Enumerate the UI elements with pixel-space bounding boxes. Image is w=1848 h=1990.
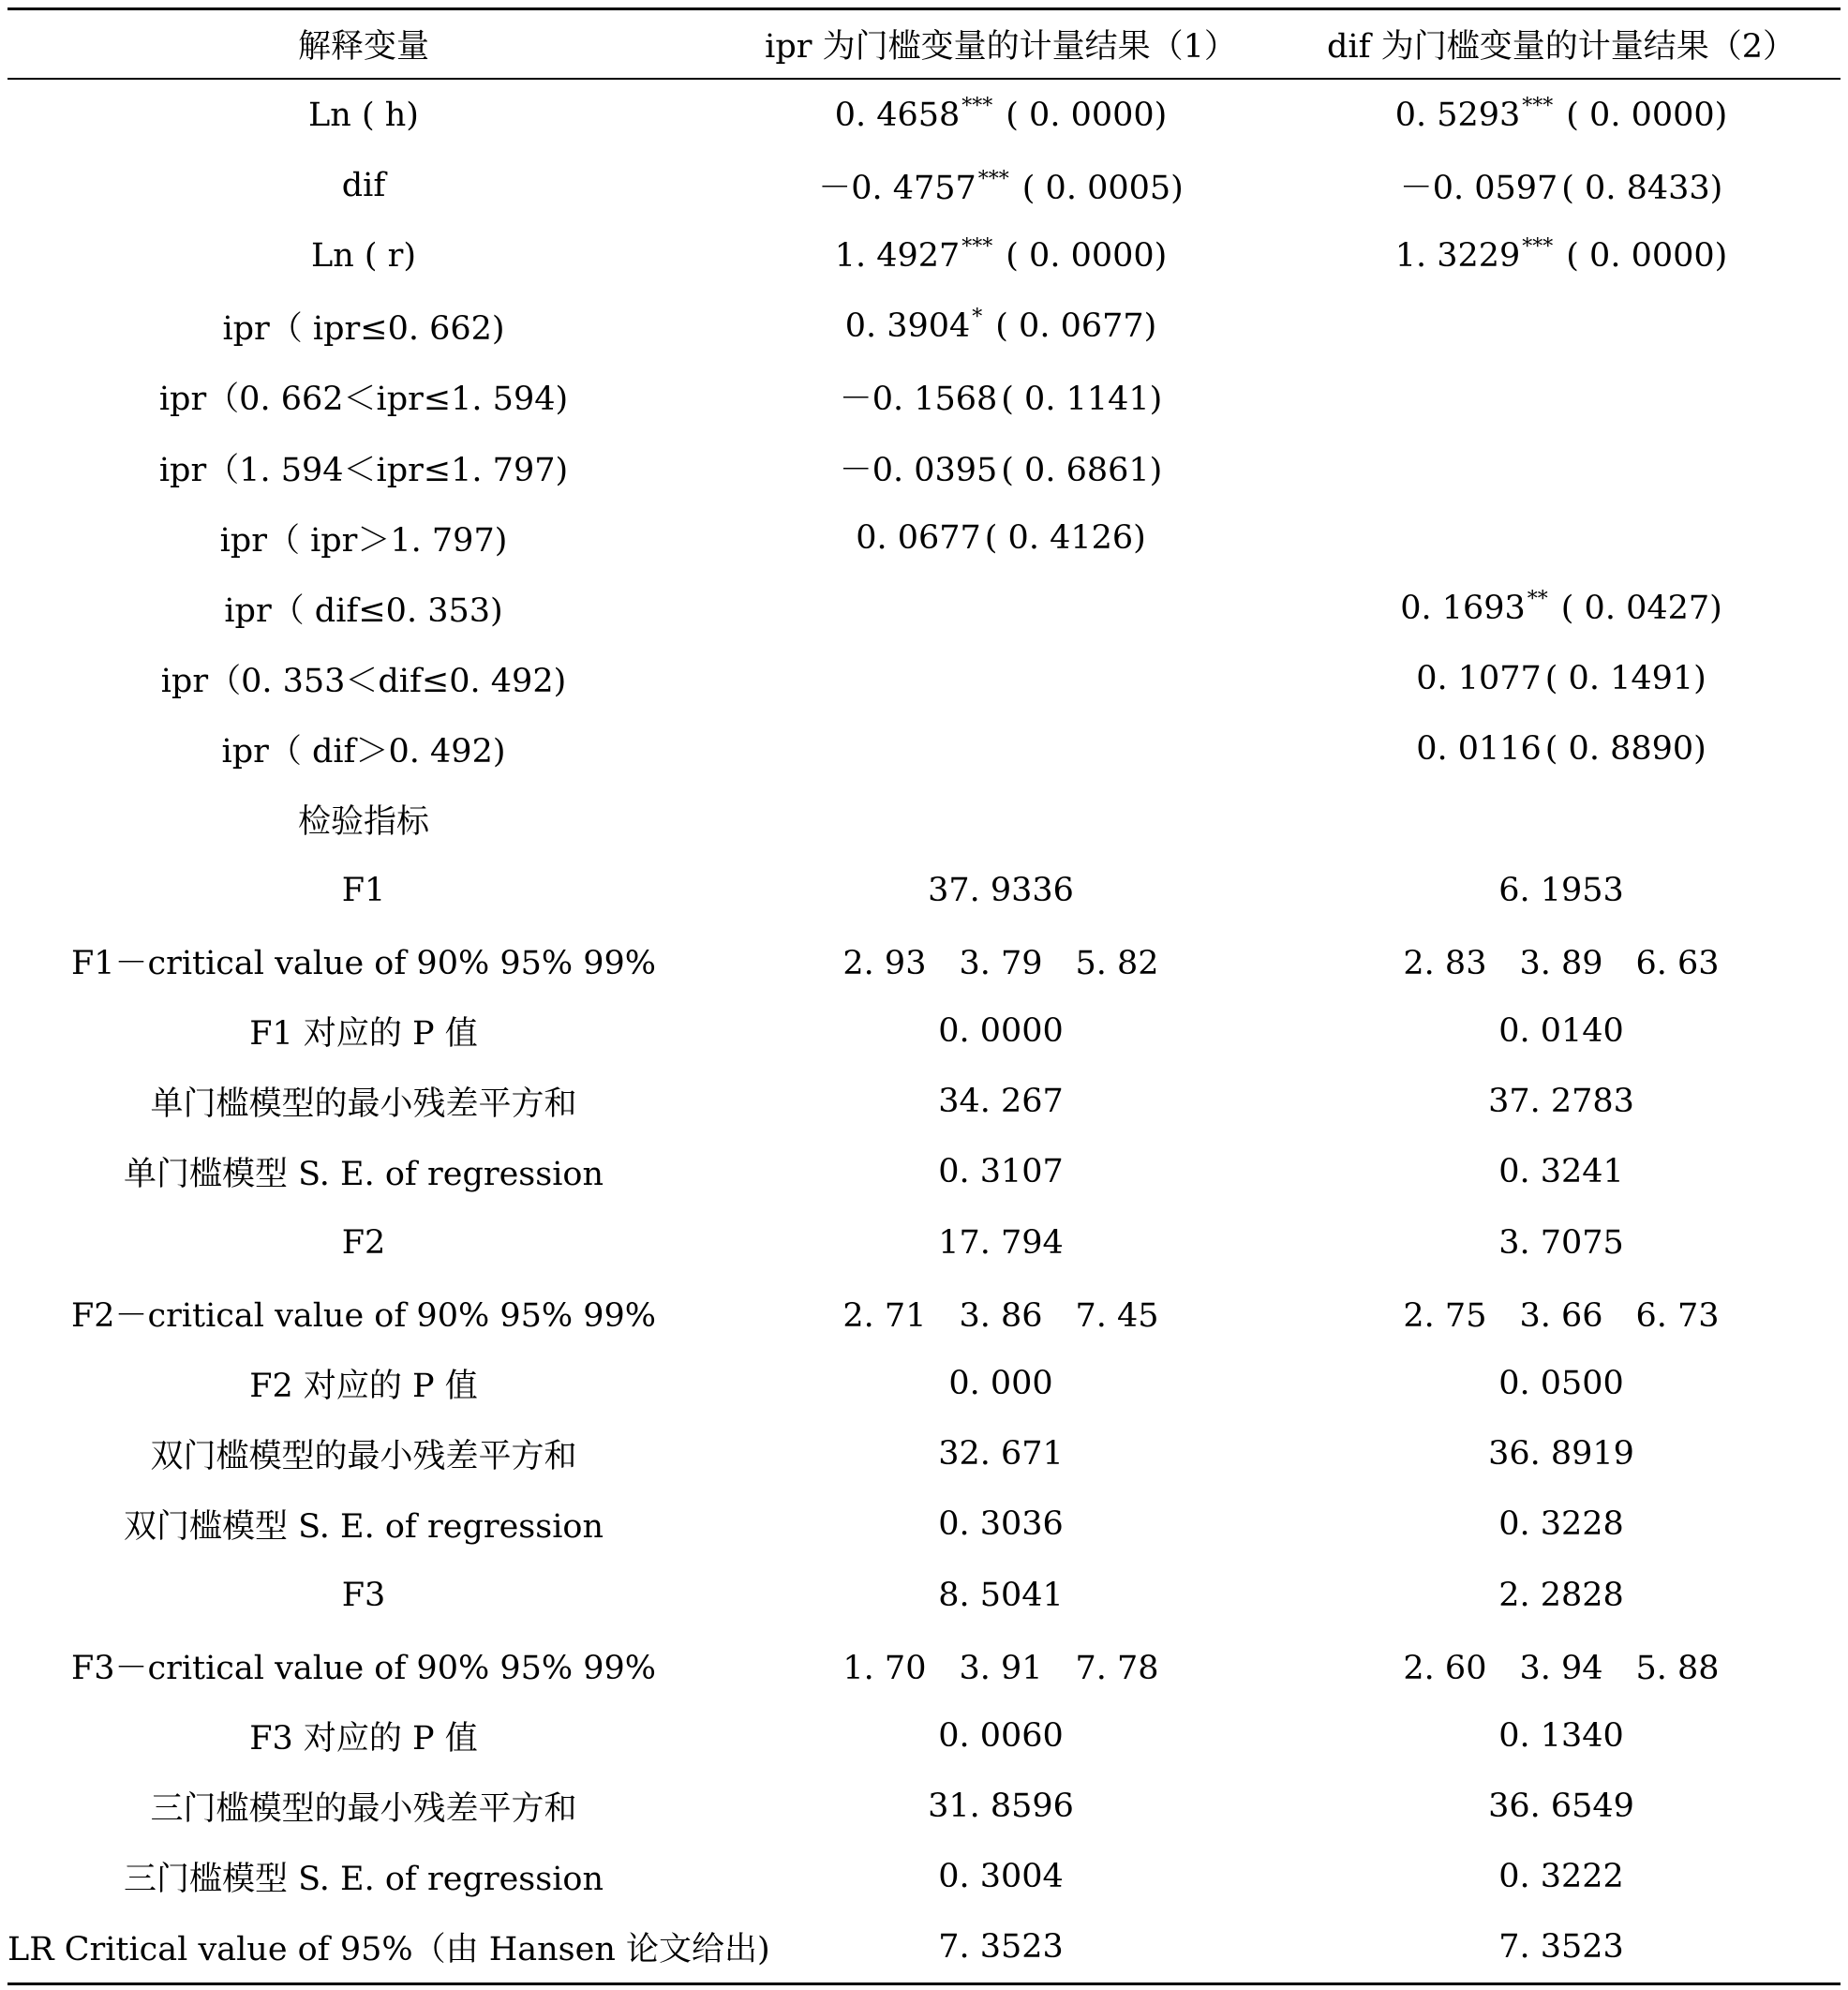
ipr-result-cell (720, 162, 1282, 209)
dif-result-cell (1282, 587, 1841, 627)
row-label: 三门槛模型 S. E. of regression (123, 1861, 604, 1899)
coefficient-value: 2. 83 3. 89 6. 63 (1403, 944, 1720, 982)
coefficient-value: －0. 0395 (839, 451, 998, 489)
table-row (7, 714, 1841, 785)
table-header-row (7, 10, 1841, 78)
table-row (7, 995, 1841, 1066)
significance-stars: ** (1527, 587, 1548, 611)
p-value: ( 0. 1141) (1001, 381, 1163, 419)
table-row (7, 1348, 1841, 1418)
dif-result-cell (1282, 1153, 1841, 1190)
ipr-result-cell (720, 1224, 1282, 1262)
coefficient-value: 0. 0140 (1498, 1012, 1624, 1051)
dif-result-cell (1282, 162, 1841, 209)
coefficient-value: 0. 0000 (938, 1012, 1064, 1051)
ipr-result-cell (720, 1788, 1282, 1825)
coefficient-value: 2. 75 3. 66 6. 73 (1403, 1296, 1720, 1335)
table-row (7, 1700, 1841, 1771)
significance-stars: * (972, 306, 983, 330)
table-body (7, 80, 1841, 1983)
row-label: F3 对应的 P 值 (249, 1719, 478, 1758)
coefficient-value: 36. 8919 (1488, 1435, 1634, 1474)
row-label: F2－critical value of 90% 95% 99% (70, 1296, 657, 1335)
ipr-result-cell (720, 1365, 1282, 1402)
ipr-result-cell (720, 1858, 1282, 1895)
coefficient-value: 37. 2783 (1488, 1083, 1634, 1121)
dif-result-cell (1282, 94, 1841, 134)
dif-result-cell (1282, 660, 1841, 697)
ipr-result-cell (720, 94, 1282, 134)
dif-result-cell (1282, 1717, 1841, 1755)
row-label: F2 (341, 1223, 386, 1262)
significance-stars: *** (961, 234, 993, 259)
table-row (7, 785, 1841, 855)
ipr-result-cell (720, 307, 1282, 345)
dif-result-cell (1282, 937, 1841, 984)
row-label: ipr（ ipr≤0. 662) (222, 310, 505, 349)
coefficient-value: 0. 5293 (1394, 96, 1521, 134)
dif-result-cell (1282, 1788, 1841, 1825)
dif-result-cell (1282, 1505, 1841, 1543)
regression-table (7, 7, 1841, 1985)
coefficient-value: 0. 3107 (938, 1153, 1064, 1191)
coefficient-value: 31. 8596 (928, 1788, 1074, 1826)
table-row (7, 432, 1841, 502)
table-row (7, 644, 1841, 714)
coefficient-value: 0. 0060 (938, 1716, 1064, 1755)
table-row (7, 80, 1841, 150)
coefficient-value: 0. 3241 (1498, 1153, 1624, 1191)
significance-stars: *** (1522, 94, 1554, 118)
ipr-result-cell (720, 1577, 1282, 1614)
coefficient-value: 0. 3904 (844, 307, 971, 346)
dif-result-cell (1282, 1435, 1841, 1473)
dif-result-cell (1282, 1224, 1841, 1262)
row-label: ipr（0. 662＜ipr≤1. 594) (158, 381, 569, 419)
row-label: 单门槛模型的最小残差平方和 (150, 1085, 577, 1124)
p-value: ( 0. 6861) (1001, 451, 1163, 489)
coefficient-value: 32. 671 (938, 1435, 1064, 1474)
p-value: ( 0. 1491) (1544, 660, 1706, 698)
coefficient-value: 2. 2828 (1498, 1576, 1624, 1614)
coefficient-value: －0. 4757 (818, 169, 976, 207)
coefficient-value: 0. 1340 (1498, 1716, 1624, 1755)
dif-result-cell (1282, 1577, 1841, 1614)
p-value: ( 0. 0677) (995, 307, 1157, 346)
row-label: Ln ( r) (310, 236, 417, 275)
p-value: ( 0. 0427) (1560, 589, 1722, 627)
coefficient-value: 17. 794 (938, 1223, 1064, 1262)
dif-result-cell (1282, 1642, 1841, 1689)
ipr-result-cell (720, 373, 1282, 420)
p-value: ( 0. 0005) (1021, 169, 1184, 207)
table-row (7, 1772, 1841, 1842)
header-dif-threshold-results: dif 为门槛变量的计量结果（2） (1327, 28, 1796, 66)
table-row (7, 150, 1841, 220)
coefficient-value: 6. 1953 (1498, 871, 1624, 909)
table-bottom-rule (7, 1983, 1841, 1985)
table-row (7, 1489, 1841, 1560)
table-row (7, 502, 1841, 573)
coefficient-value: 1. 4927 (834, 236, 961, 275)
row-label: 单门槛模型 S. E. of regression (123, 1156, 604, 1194)
row-label: F2 对应的 P 值 (249, 1367, 478, 1405)
table-row (7, 1067, 1841, 1137)
header-ipr-threshold-results: ipr 为门槛变量的计量结果（1） (765, 28, 1237, 66)
coefficient-value: 37. 9336 (928, 871, 1074, 909)
coefficient-value: 2. 71 3. 86 7. 45 (842, 1296, 1159, 1335)
p-value: ( 0. 8433) (1561, 169, 1723, 207)
significance-stars: *** (1522, 234, 1554, 259)
table-row (7, 1137, 1841, 1207)
row-label: ipr（ dif＞0. 492) (221, 733, 506, 771)
ipr-result-cell (720, 1153, 1282, 1190)
ipr-result-cell (720, 1083, 1282, 1120)
coefficient-value: 0. 000 (948, 1364, 1053, 1402)
row-label: F3－critical value of 90% 95% 99% (70, 1649, 657, 1687)
row-label: ipr（0. 353＜dif≤0. 492) (160, 663, 567, 701)
dif-result-cell (1282, 872, 1841, 909)
coefficient-value: 0. 3222 (1498, 1858, 1624, 1896)
coefficient-value: 0. 0116 (1416, 730, 1542, 769)
ipr-result-cell (720, 1928, 1282, 1966)
p-value: ( 0. 0000) (1566, 236, 1728, 275)
table-row (7, 1560, 1841, 1630)
row-label: F1－critical value of 90% 95% 99% (70, 944, 657, 982)
coefficient-value: 8. 5041 (938, 1576, 1064, 1614)
row-label: F1 对应的 P 值 (249, 1015, 478, 1054)
row-label: 双门槛模型 S. E. of regression (123, 1508, 604, 1547)
coefficient-value: 34. 267 (938, 1083, 1064, 1121)
coefficient-value: 7. 3523 (938, 1928, 1064, 1967)
row-label: F3 (341, 1576, 386, 1614)
row-label: 三门槛模型的最小残差平方和 (150, 1790, 577, 1829)
significance-stars: *** (977, 167, 1009, 191)
p-value: ( 0. 8890) (1544, 730, 1706, 769)
dif-result-cell (1282, 1928, 1841, 1966)
ipr-result-cell (720, 1717, 1282, 1755)
row-label: ipr（ dif≤0. 353) (224, 591, 503, 630)
ipr-result-cell (720, 1642, 1282, 1689)
coefficient-value: 0. 4658 (834, 96, 961, 134)
ipr-result-cell (720, 1505, 1282, 1543)
coefficient-value: 2. 93 3. 79 5. 82 (842, 944, 1159, 982)
dif-result-cell (1282, 730, 1841, 768)
p-value: ( 0. 4126) (984, 518, 1146, 557)
coefficient-value: 36. 6549 (1488, 1788, 1634, 1826)
ipr-result-cell (720, 1012, 1282, 1050)
p-value: ( 0. 0000) (1006, 236, 1168, 275)
table-row (7, 925, 1841, 995)
coefficient-value: 0. 0500 (1498, 1364, 1624, 1402)
row-label: ipr（1. 594＜ipr≤1. 797) (158, 451, 569, 489)
table-row (7, 573, 1841, 643)
coefficient-value: －0. 0597 (1399, 169, 1558, 207)
table-row (7, 292, 1841, 362)
table-row (7, 855, 1841, 925)
coefficient-value: 0. 3228 (1498, 1505, 1624, 1544)
coefficient-value: －0. 1568 (839, 381, 998, 419)
dif-result-cell (1282, 1858, 1841, 1895)
coefficient-value: 2. 60 3. 94 5. 88 (1403, 1649, 1720, 1687)
coefficient-value: 1. 70 3. 91 7. 78 (842, 1649, 1159, 1687)
ipr-result-cell (720, 1435, 1282, 1473)
ipr-result-cell (720, 234, 1282, 275)
p-value: ( 0. 0000) (1566, 96, 1728, 134)
significance-stars: *** (961, 94, 993, 118)
dif-result-cell (1282, 1365, 1841, 1402)
p-value: ( 0. 0000) (1006, 96, 1168, 134)
ipr-result-cell (720, 937, 1282, 984)
dif-result-cell (1282, 234, 1841, 275)
dif-result-cell (1282, 1083, 1841, 1120)
row-label: 双门槛模型的最小残差平方和 (150, 1438, 577, 1476)
table-row (7, 1278, 1841, 1348)
row-label: LR Critical value of 95%（由 Hansen 论文给出) (7, 1931, 770, 1969)
row-label: 检验指标 (297, 803, 429, 842)
table-row (7, 220, 1841, 291)
ipr-result-cell (720, 519, 1282, 557)
row-label: Ln ( h) (308, 96, 419, 134)
dif-result-cell (1282, 1012, 1841, 1050)
coefficient-value: 0. 1077 (1416, 660, 1542, 698)
dif-result-cell (1282, 1290, 1841, 1337)
header-explanatory-variable: 解释变量 (297, 28, 429, 66)
table-row (7, 1207, 1841, 1278)
table-row (7, 1630, 1841, 1700)
ipr-result-cell (720, 1290, 1282, 1337)
table-row (7, 1912, 1841, 1983)
coefficient-value: 0. 3036 (938, 1505, 1064, 1544)
row-label: ipr（ ipr＞1. 797) (219, 521, 508, 560)
ipr-result-cell (720, 444, 1282, 491)
coefficient-value: 0. 1693 (1400, 589, 1526, 627)
ipr-result-cell (720, 872, 1282, 909)
table-row (7, 1419, 1841, 1489)
row-label: F1 (341, 871, 386, 909)
row-label: dif (341, 166, 386, 204)
coefficient-value: 0. 0677 (856, 518, 981, 557)
coefficient-value: 1. 3229 (1394, 236, 1521, 275)
table-row (7, 1842, 1841, 1912)
coefficient-value: 0. 3004 (938, 1858, 1064, 1896)
coefficient-value: 3. 7075 (1498, 1223, 1624, 1262)
coefficient-value: 7. 3523 (1498, 1928, 1624, 1967)
table-row (7, 362, 1841, 432)
